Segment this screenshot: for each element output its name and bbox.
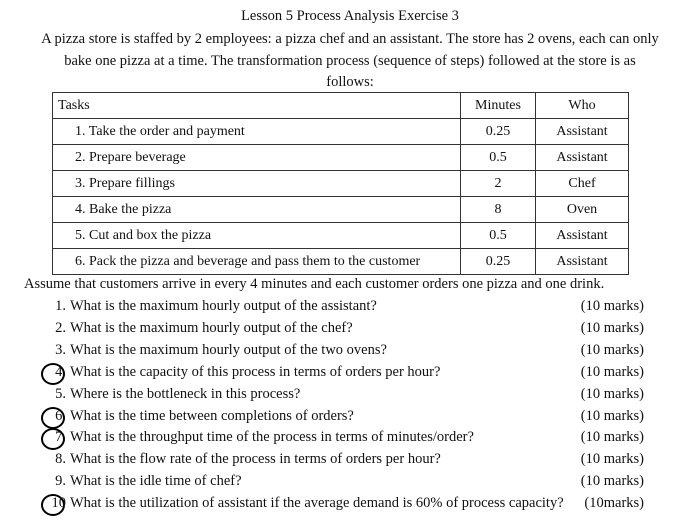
page-title: Lesson 5 Process Analysis Exercise 3 <box>241 8 459 24</box>
table-header <box>53 93 629 119</box>
question-item <box>0 298 700 320</box>
question-marks: (10 marks) <box>580 341 644 358</box>
minutes: 0.25 <box>461 119 536 145</box>
question-item <box>0 473 700 495</box>
question-item <box>0 364 700 386</box>
question-number: 4. <box>55 363 66 380</box>
minutes: 0.25 <box>461 249 536 275</box>
question-item <box>0 342 700 364</box>
question-marks: (10 marks) <box>580 363 644 380</box>
question-number: 2. <box>55 319 66 336</box>
question-text: What is the time between completions of orders? <box>70 407 354 424</box>
table-row <box>53 223 629 249</box>
question-number: 6. <box>55 407 66 424</box>
question-text: What is the idle time of chef? <box>70 473 242 490</box>
who: Chef <box>536 171 629 197</box>
minutes: 8 <box>461 197 536 223</box>
question-item <box>0 429 700 451</box>
task: 4. Bake the pizza <box>53 197 461 223</box>
table-row <box>53 197 629 223</box>
who: Assistant <box>536 249 629 275</box>
table-row <box>53 171 629 197</box>
question-marks: (10 marks) <box>580 385 644 402</box>
question-text: What is the flow rate of the process in terms of orders per hour? <box>70 451 441 468</box>
minutes: 0.5 <box>461 223 536 249</box>
task: 2. Prepare beverage <box>53 145 461 171</box>
question-item <box>0 320 700 342</box>
who: Assistant <box>536 119 629 145</box>
question-item <box>0 451 700 473</box>
question-number: 3. <box>55 341 66 358</box>
assumption-text: Assume that customers arrive in every 4 minutes and each customer orders one pizza and one drink. <box>24 276 605 292</box>
minutes: 2 <box>461 171 536 197</box>
table-row <box>53 249 629 275</box>
question-number: 9. <box>55 473 66 490</box>
question-item <box>0 408 700 430</box>
question-text: What is the utilization of assistant if the average demand is 60% of process capacity? <box>70 495 564 512</box>
header-tasks: Tasks <box>53 93 461 119</box>
task: 5. Cut and box the pizza <box>53 223 461 249</box>
question-marks: (10 marks) <box>580 429 644 446</box>
question-number: 10 <box>51 495 66 512</box>
question-number: 1. <box>55 298 66 314</box>
intro-line-3: follows: <box>326 74 374 90</box>
question-text: What is the throughput time of the process in terms of minutes/order? <box>70 429 474 446</box>
question-text: What is the maximum hourly output of the assistant? <box>70 298 377 314</box>
question-number: 5. <box>55 385 66 402</box>
who: Oven <box>536 197 629 223</box>
task: 1. Take the order and payment <box>53 119 461 145</box>
question-marks: (10 marks) <box>580 473 644 490</box>
question-marks: (10 marks) <box>580 298 644 314</box>
question-number: 8. <box>55 451 66 468</box>
intro-line-1: A pizza store is staffed by 2 employees: a pizza chef and an assistant. The store has 2 ovens, each can only <box>41 31 659 47</box>
question-text: Where is the bottleneck in this process? <box>70 385 301 402</box>
question-number: 7. <box>55 429 66 446</box>
question-marks: (10 marks) <box>580 407 644 424</box>
question-item <box>0 495 700 517</box>
table-row <box>53 119 629 145</box>
question-marks: (10marks) <box>584 495 644 512</box>
question-marks: (10 marks) <box>580 319 644 336</box>
task: 3. Prepare fillings <box>53 171 461 197</box>
who: Assistant <box>536 145 629 171</box>
table-row <box>53 145 629 171</box>
question-item <box>0 386 700 408</box>
process-table <box>52 92 629 275</box>
header-minutes: Minutes <box>461 93 536 119</box>
question-text: What is the maximum hourly output of the chef? <box>70 319 353 336</box>
minutes: 0.5 <box>461 145 536 171</box>
who: Assistant <box>536 223 629 249</box>
intro-line-2: bake one pizza at a time. The transformation process (sequence of steps) followed at the store is as <box>64 53 636 69</box>
task: 6. Pack the pizza and beverage and pass them to the customer <box>53 249 461 275</box>
question-text: What is the maximum hourly output of the two ovens? <box>70 341 387 358</box>
header-who: Who <box>536 93 629 119</box>
question-text: What is the capacity of this process in terms of orders per hour? <box>70 363 441 380</box>
question-marks: (10 marks) <box>580 451 644 468</box>
